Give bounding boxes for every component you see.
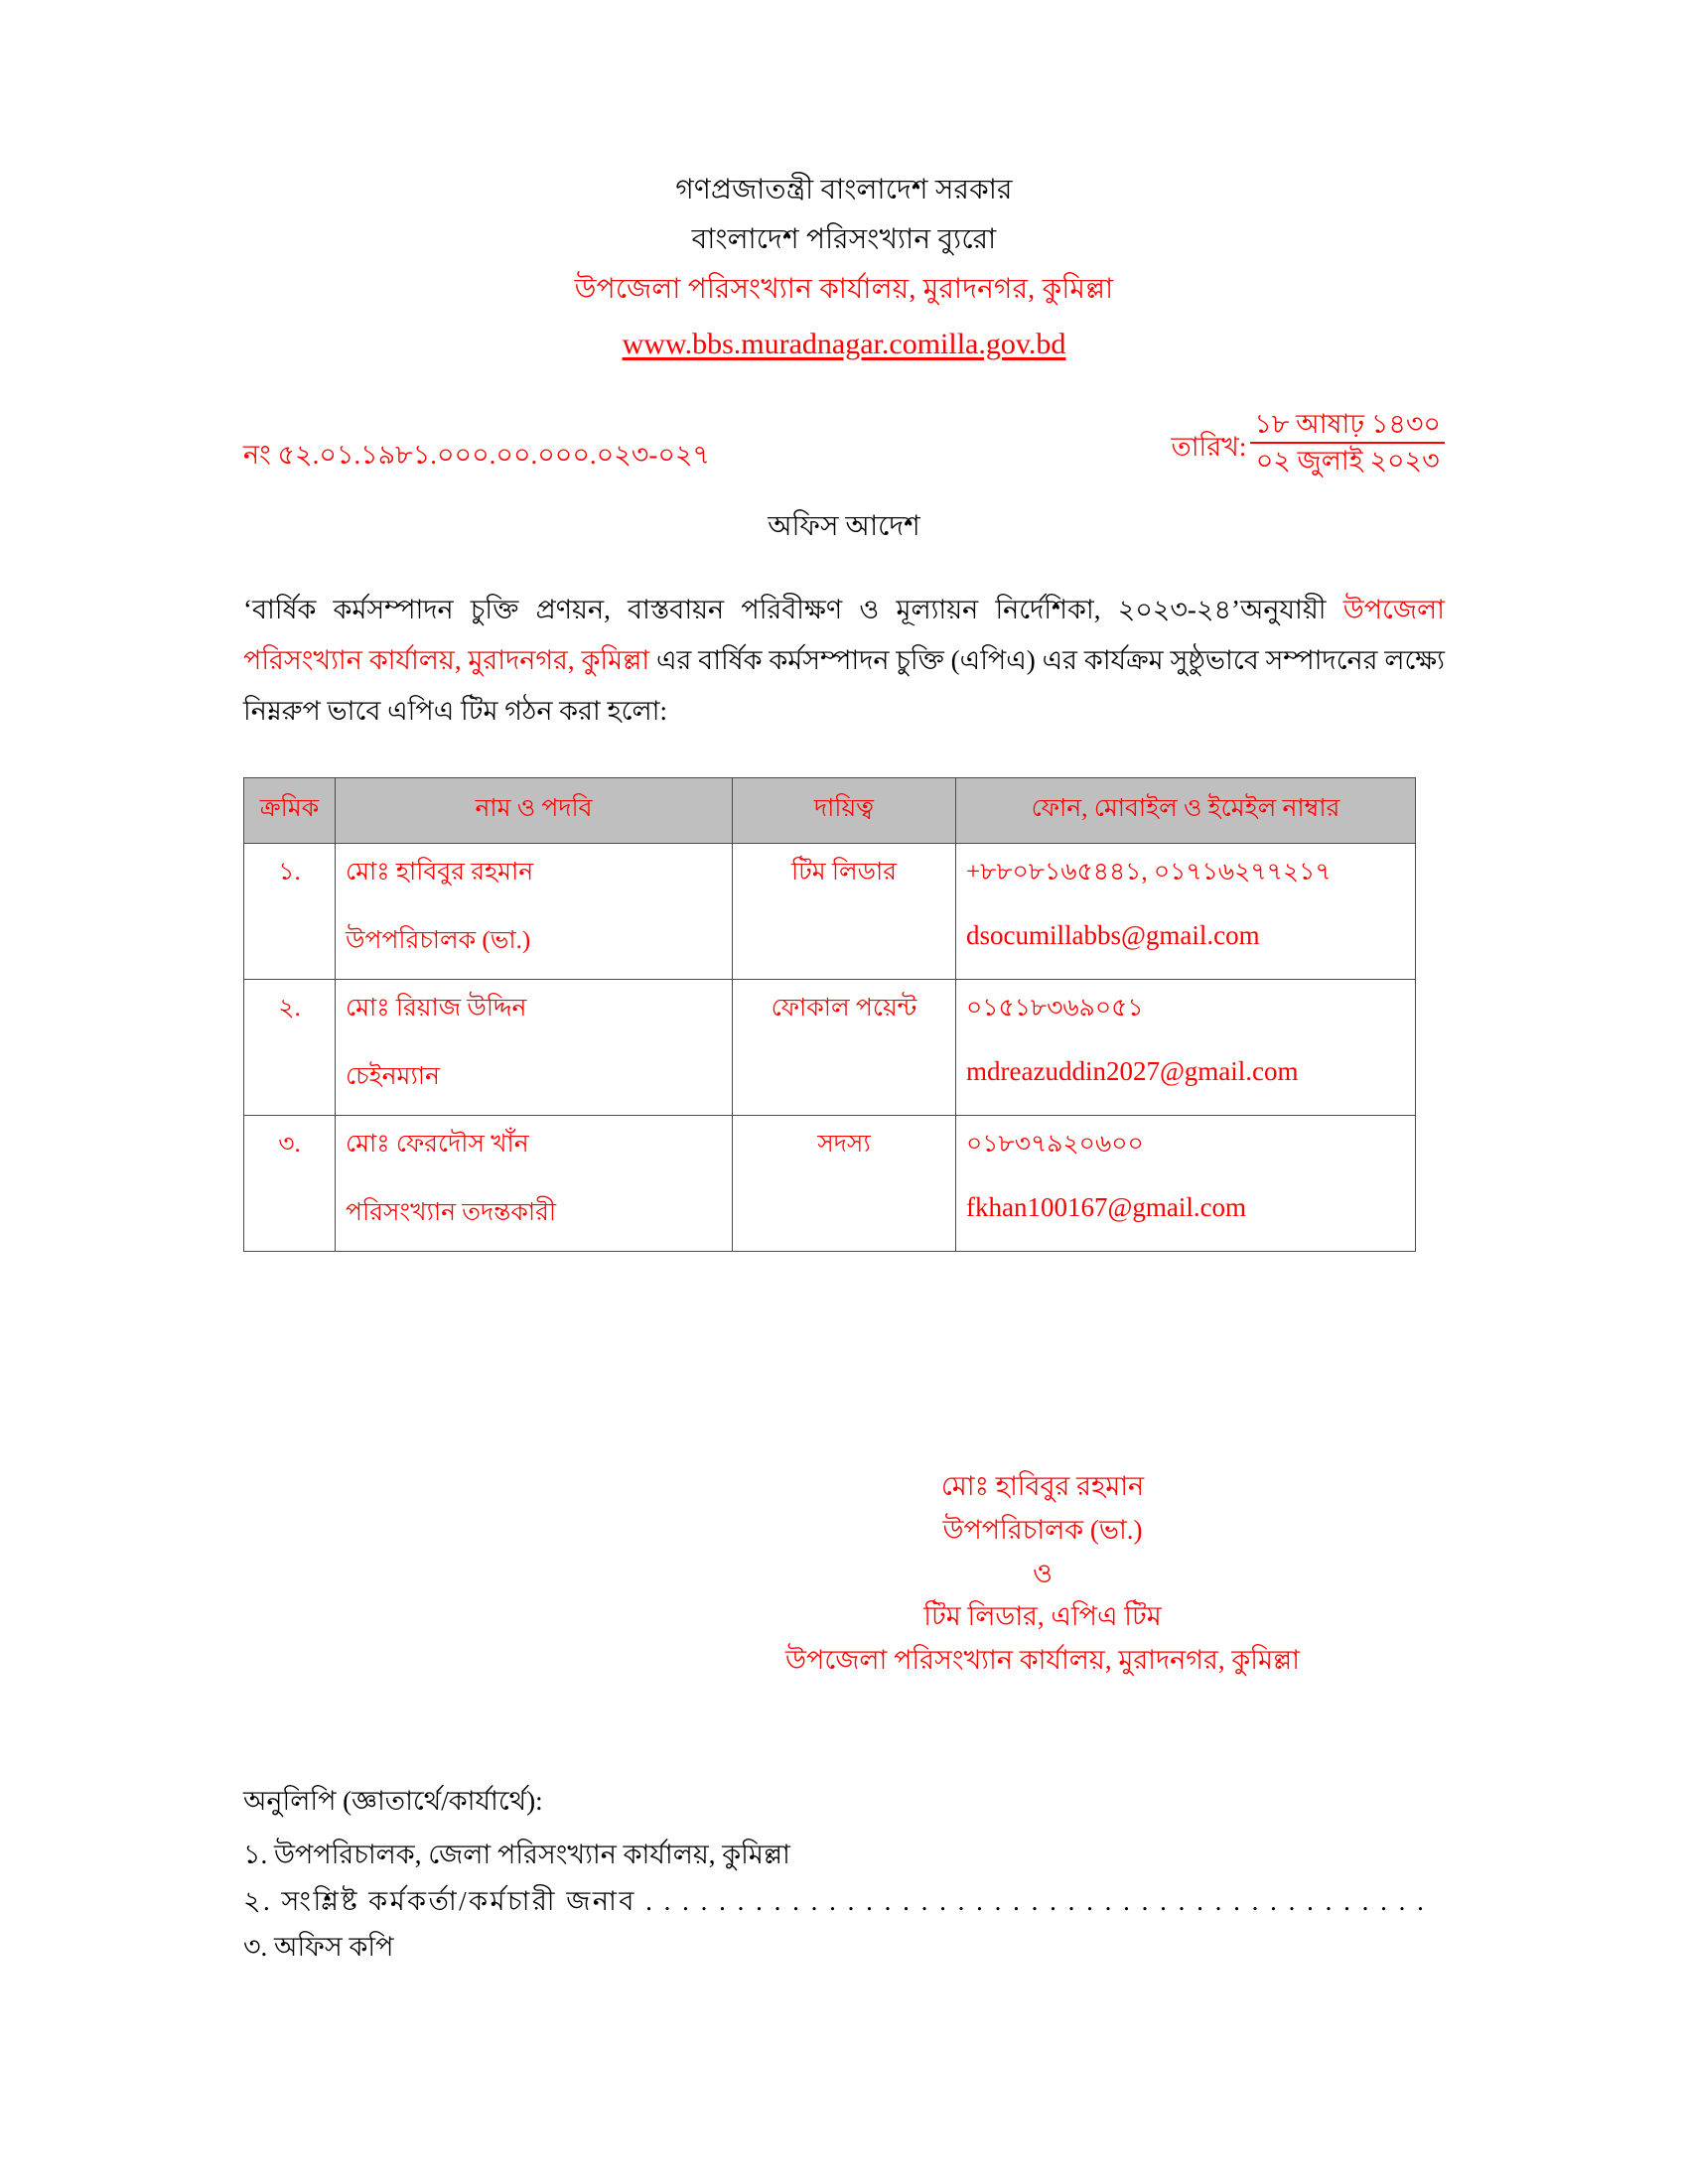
member-name: মোঃ হাবিবুর রহমান xyxy=(346,859,534,887)
column-header-sl: ক্রমিক xyxy=(244,778,336,844)
signatory-name: মোঃ হাবিবুর রহমান xyxy=(940,1471,1145,1502)
date-label: তারিখ: xyxy=(1171,431,1247,462)
member-designation: চেইনম্যান xyxy=(346,1063,440,1091)
cell-sl: ১. xyxy=(244,844,336,980)
cell-name xyxy=(336,1116,733,1252)
memo-date-row xyxy=(243,409,1445,500)
table-row xyxy=(244,1116,1416,1252)
copy-item-2: ২. সংশ্লিষ্ট কর্মকর্তা/কর্মচারী জনাব . . . . . . . . . . . . . . . . . . . . . . . . . . . . . . . . . . . . . . . . . . . xyxy=(243,1885,1427,1916)
cell-role: টিম লিডার xyxy=(733,844,956,980)
copy-distribution-list xyxy=(243,1778,1445,1971)
member-phone: ০১৫১৮৩৬৯০৫১ xyxy=(966,995,1144,1023)
signatory-designation: উপপরিচালক (ভা.) xyxy=(942,1514,1143,1545)
cell-sl: ২. xyxy=(244,980,336,1116)
column-header-contact: ফোন, মোবাইল ও ইমেইল নাম্বার xyxy=(956,778,1416,844)
cell-contact xyxy=(956,844,1416,980)
copy-item-1: ১. উপপরিচালক, জেলা পরিসংখ্যান কার্যালয়, কুমিল্লা xyxy=(243,1840,790,1870)
copy-item-3: ৩. অফিস কপি xyxy=(243,1932,394,1963)
website-link[interactable]: www.bbs.muradnagar.comilla.gov.bd xyxy=(622,328,1066,360)
body-part-3: এর বার্ষিক কর্মসম্পাদন চুক্তি (এপিএ) এর কার্যক্রম সুষ্ঠুভাবে সম্পাদনের লক্ষ্যে নিম্নরুপ ভাবে এপিএ টিম গঠন করা হলো: xyxy=(243,644,1446,726)
member-phone: ০১৮৩৭৯২০৬০০ xyxy=(966,1131,1144,1159)
date-bengali: ১৮ আষাঢ় ১৪৩০ xyxy=(1254,409,1441,439)
memo-number: নং ৫২.০১.১৯৮১.০০০.০০.০০০.০২৩-০২৭ xyxy=(243,440,710,470)
letterhead xyxy=(243,0,1445,361)
office-name: উপজেলা পরিসংখ্যান কার্যালয়, মুরাদনগর, কুমিল্লা xyxy=(574,274,1114,305)
government-name: গণপ্রজাতন্ত্রী বাংলাদেশ সরকার xyxy=(675,175,1013,205)
apa-team-table xyxy=(243,777,1416,1252)
cell-contact xyxy=(956,1116,1416,1252)
date-fraction xyxy=(1250,409,1445,478)
table-row xyxy=(244,980,1416,1116)
page-title: অফিস আদেশ xyxy=(768,511,920,542)
bureau-name: বাংলাদেশ পরিসংখ্যান ব্যুরো xyxy=(691,224,997,255)
member-phone: +৮৮০৮১৬৫৪৪১, ০১৭১৬২৭৭২১৭ xyxy=(966,859,1332,887)
table-row xyxy=(244,844,1416,980)
copy-heading: অনুলিপি (জ্ঞাতার্থে/কার্যার্থে): xyxy=(243,1785,543,1816)
member-email[interactable]: mdreazuddin2027@gmail.com xyxy=(966,1056,1299,1087)
signatory-conjunction: ও xyxy=(1033,1558,1053,1588)
body-part-1: ‘বার্ষিক কর্মসম্পাদন চুক্তি প্রণয়ন, বাস্তবায়ন পরিবীক্ষণ ও মূল্যায়ন নির্দেশিকা, ২০২৩-২৪’অনুযায়ী xyxy=(243,595,1343,624)
member-email[interactable]: dsocumillabbs@gmail.com xyxy=(966,920,1260,951)
body-part-office: উপজেলা পরিসংখ্যান কার্যালয়, মুরাদনগর, কুমিল্লা xyxy=(243,595,1445,675)
column-header-role: দায়িত্ব xyxy=(733,778,956,844)
cell-name xyxy=(336,844,733,980)
member-email[interactable]: fkhan100167@gmail.com xyxy=(966,1192,1247,1223)
cell-sl: ৩. xyxy=(244,1116,336,1252)
member-name: মোঃ রিয়াজ উদ্দিন xyxy=(346,995,527,1023)
member-designation: উপপরিচালক (ভা.) xyxy=(346,927,531,955)
body-paragraph xyxy=(243,585,1445,736)
cell-contact xyxy=(956,980,1416,1116)
signatory-role: টিম লিডার, এপিএ টিম xyxy=(923,1601,1162,1632)
date-block xyxy=(1171,409,1445,478)
member-name: মোঃ ফেরদৌস খাঁন xyxy=(346,1131,529,1159)
cell-role: ফোকাল পয়েন্ট xyxy=(733,980,956,1116)
cell-name xyxy=(336,980,733,1116)
signatory-office: উপজেলা পরিসংখ্যান কার্যালয়, মুরাদনগর, কুমিল্লা xyxy=(785,1645,1300,1676)
table-header-row xyxy=(244,778,1416,844)
signature-block xyxy=(243,1465,1445,1683)
column-header-name: নাম ও পদবি xyxy=(336,778,733,844)
date-gregorian: ০২ জুলাই ২০২৩ xyxy=(1255,446,1440,477)
member-designation: পরিসংখ্যান তদন্তকারী xyxy=(346,1199,557,1227)
cell-role: সদস্য xyxy=(733,1116,956,1252)
